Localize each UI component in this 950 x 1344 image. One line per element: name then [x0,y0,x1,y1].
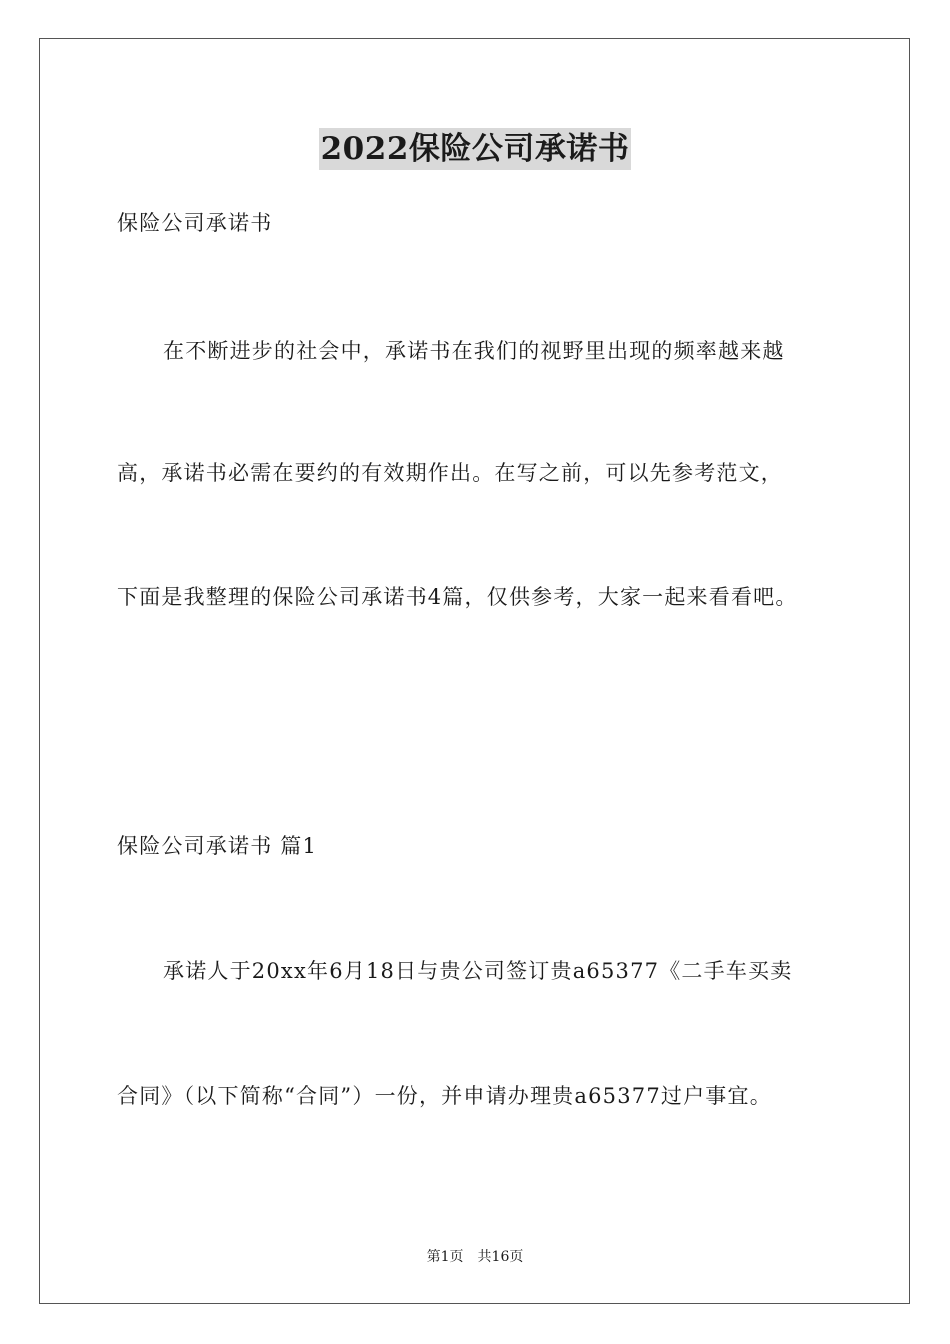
section-line-1: 承诺人于20xx年6月18日与贵公司签订贵a65377《二手车买卖 [163,959,793,983]
document-title: 2022保险公司承诺书 [319,128,632,170]
page-footer [0,1248,950,1266]
document-subtitle: 保险公司承诺书 [117,211,273,235]
intro-line-3: 下面是我整理的保险公司承诺书4篇，仅供参考，大家一起来看看吧。 [117,585,798,609]
page-number-current: 第1页 [426,1249,464,1265]
title-container [0,128,950,170]
intro-line-2: 高，承诺书必需在要约的有效期作出。在写之前，可以先参考范文， [117,461,783,485]
intro-line-1: 在不断进步的社会中，承诺书在我们的视野里出现的频率越来越 [163,339,785,363]
section-heading: 保险公司承诺书 篇1 [117,834,318,858]
page-number-total: 共16页 [477,1249,524,1265]
section-line-2: 合同》（以下简称“合同”）一份，并申请办理贵a65377过户事宜。 [117,1084,772,1108]
